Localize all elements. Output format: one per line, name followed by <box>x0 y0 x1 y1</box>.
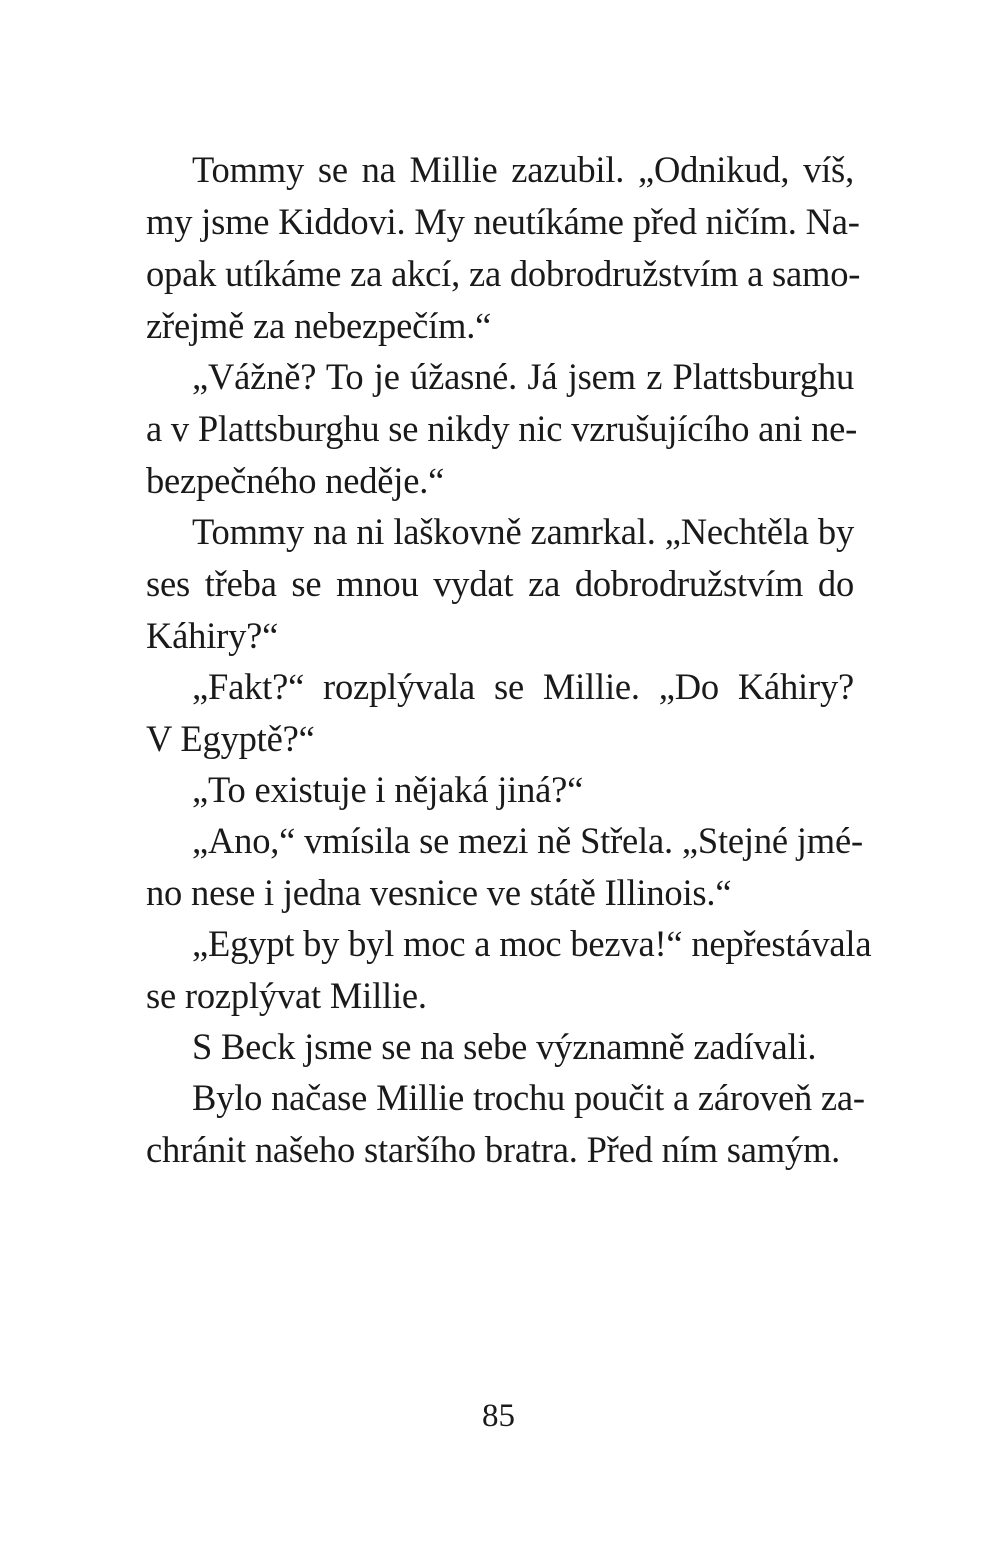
text-line: my jsme Kiddovi. My neutíkáme před ničím. Na- <box>146 201 860 242</box>
text-line: ses třeba se mnou vydat za dobrodružstvím do <box>146 563 854 604</box>
text-line: „Ano,“ vmísila se mezi ně Střela. „Stejné jmé- <box>192 820 863 861</box>
page-number: 85 <box>482 1398 515 1434</box>
text-line: zřejmě za nebezpečím.“ <box>146 305 492 346</box>
text-line: „To existuje i nějaká jiná?“ <box>192 769 584 810</box>
text-line: Tommy se na Millie zazubil. „Odnikud, víš, <box>192 149 854 190</box>
text-line: opak utíkáme za akcí, za dobrodružstvím a samo- <box>146 253 861 294</box>
text-line: bezpečného neděje.“ <box>146 460 445 501</box>
text-line: no nese i jedna vesnice ve státě Illinois.“ <box>146 872 732 913</box>
text-line: „Egypt by byl moc a moc bezva!“ nepřestávala <box>192 923 872 964</box>
text-line: „Vážně? To je úžasné. Já jsem z Plattsburghu <box>192 356 854 397</box>
text-line: Bylo načase Millie trochu poučit a zároveň za- <box>192 1077 865 1118</box>
text-line: Káhiry?“ <box>146 615 279 656</box>
text-line: chránit našeho staršího bratra. Před ním samým. <box>146 1129 841 1170</box>
text-line: a v Plattsburghu se nikdy nic vzrušujícího ani ne- <box>146 408 858 449</box>
text-line: V Egyptě?“ <box>146 718 315 759</box>
text-line: S Beck jsme se na sebe významně zadívali. <box>192 1026 817 1067</box>
text-line: Tommy na ni laškovně zamrkal. „Nechtěla by <box>192 511 854 552</box>
text-line: „Fakt?“ rozplývala se Millie. „Do Káhiry? <box>192 666 854 707</box>
text-line: se rozplývat Millie. <box>146 975 427 1016</box>
